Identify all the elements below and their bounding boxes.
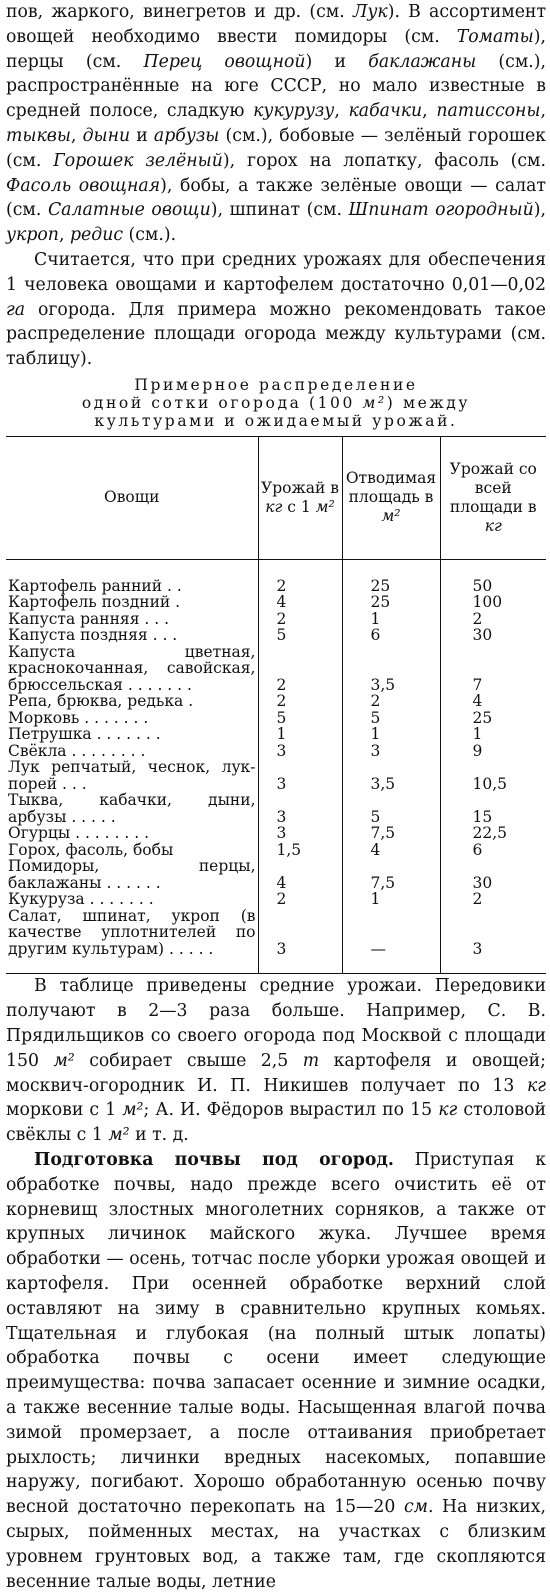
cell-allotted-area: 2 (342, 693, 440, 710)
cell-total-yield: 25 (440, 710, 546, 727)
cell-vegetable-name: Горох, фасоль, бобы (8, 840, 174, 859)
table-body (6, 559, 546, 974)
cell-vegetable-name: Капуста ранняя . . . (8, 609, 170, 628)
cell-total-yield: 9 (440, 743, 546, 760)
cell-allotted-area: 3,5 (342, 644, 440, 694)
cell-total-yield: 4 (440, 693, 546, 710)
table-row (6, 726, 546, 743)
cell-allotted-area: — (342, 908, 440, 974)
cell-yield-per-m2: 3 (258, 759, 342, 792)
cell-yield-per-m2: 1 (258, 726, 342, 743)
cell-total-yield: 2 (440, 891, 546, 908)
section-heading: Подготовка почвы под огород. (34, 1150, 394, 1171)
cell-allotted-area: 5 (342, 710, 440, 727)
cell-total-yield: 50 (440, 559, 546, 594)
table-row (6, 559, 546, 594)
cell-vegetable-name: Картофель поздний . (8, 593, 181, 612)
paragraph-average-yields: В таблице приведены средние урожаи. Передовики получают в 2—3 раза больше. Например, С. В. Прядильщиков со своего огорода под Москвой с площади 150 м² собирает свыше 2,5 т картофеля и овощей; москвич-огородник И. П. Никишев получает по 13 кг моркови с 1 м²; А. И. Фёдоров вырастил по 15 кг столовой свёклы с 1 м² и т. д. (6, 976, 547, 1146)
cell-vegetable-name: Огурцы . . . . . . . . (8, 824, 150, 843)
table-row (6, 693, 546, 710)
cell-yield-per-m2: 3 (258, 908, 342, 974)
cell-total-yield: 30 (440, 627, 546, 644)
cell-yield-per-m2: 2 (258, 611, 342, 628)
cell-allotted-area: 1 (342, 726, 440, 743)
cell-vegetable-name: Капуста поздняя . . . (8, 626, 178, 645)
paragraph-soil-preparation: Подготовка почвы под огород. Приступая к обработке почвы, надо прежде всего очистить её от корневищ злостных многолетних сорняков, а также от крупных личинок майского жука. Лучшее время обработки — осень, тотчас после уборки урожая овощей и картофеля. При осенней обработке верхний слой оставляют на зиму в сравнительно крупных комьях. Тщательная и глубокая (на полный штык лопаты) обработка почвы с осени имеет следующие преимущества: почва запасает осенние и зимние осадки, а также весенние талые воды. Насыщенная влагой почва зимой промерзает, а после оттаивания приобретает рыхлость; личинки вредных насекомых, попавшие наружу, погибают. Хорошо обработанную осенью почву весной достаточно перекопать на 15—20 см. На низких, сырых, пойменных местах, на участках с близким уровнем грунтовых вод, а также там, где скопляются весенние талые воды, летние (6, 1150, 546, 1592)
caption-line-1: Примерное распределение (134, 375, 418, 394)
cell-vegetable-name: Репа, брюква, редька . (8, 692, 194, 711)
cell-allotted-area: 1 (342, 611, 440, 628)
cell-yield-per-m2: 4 (258, 858, 342, 891)
cell-total-yield: 1 (440, 726, 546, 743)
paragraph-area-norm: Считается, что при средних урожаях для обеспечения 1 человека овощами и картофелем достаточно 0,01—0,02 га огорода. Для примера можно рекомендовать такое распределение площади огорода между культурами (см. таблицу). (6, 249, 546, 370)
table-row (6, 644, 546, 694)
table-row (6, 891, 546, 908)
cell-vegetable-name: Салат, шпинат, укроп (в качестве уплотнителей по другим культурам) . . . . . (6, 908, 258, 974)
header-yield-per-m2: Урожай в кг с 1 м² (258, 436, 342, 559)
header-total-yield: Урожай со всей площади в кг (440, 436, 546, 559)
cell-allotted-area: 3 (342, 743, 440, 760)
cell-yield-per-m2: 2 (258, 891, 342, 908)
caption-line-2: одной сотки огорода (100 м²) между (81, 393, 471, 412)
cell-vegetable-name: Кукуруза . . . . . . . (8, 890, 154, 909)
cell-total-yield: 3 (440, 908, 546, 974)
cell-yield-per-m2: 2 (258, 559, 342, 594)
crop-distribution-table (6, 436, 546, 975)
table-row (6, 908, 546, 974)
cell-vegetable-name: Лук репчатый, чеснок, лук-порей . . . (8, 758, 256, 793)
cell-vegetable-name: Картофель ранний . . (8, 576, 182, 595)
cell-allotted-area: 25 (342, 559, 440, 594)
cell-total-yield: 2 (440, 611, 546, 628)
table-row (6, 759, 546, 792)
cell-total-yield: 22,5 (440, 825, 546, 842)
table-header-row (6, 436, 546, 559)
cell-total-yield: 6 (440, 842, 546, 859)
cell-yield-per-m2: 5 (258, 627, 342, 644)
paragraph-vegetable-assortment: пов, жаркого, винегретов и др. (см. Лук). В ассортимент овощей необходимо ввести помидоры (см. Томаты), перцы (см. Перец овощной) и баклажаны (см.), распространённые на юге СССР, но мало известные в средней полосе, сладкую кукурузу, кабачки, патиссоны, тыквы, дыни и арбузы (см.), бобовые — зелёный горошек (см. Горошек зелёный), горох на лопатку, фасоль (см. Фасоль овощная), бобы, а также зелёные овощи — салат (см. Салатные овощи), шпинат (см. Шпинат огородный), укроп, редис (см.). (6, 2, 547, 246)
table-row (6, 825, 546, 842)
cell-yield-per-m2: 3 (258, 743, 342, 760)
cell-vegetable-name: Тыква, кабачки, дыни, арбузы . . . . . (8, 791, 256, 826)
cell-total-yield: 30 (440, 858, 546, 891)
cell-yield-per-m2: 2 (258, 644, 342, 694)
cell-yield-per-m2: 3 (258, 792, 342, 825)
header-vegetables: Овощи (6, 436, 258, 559)
table-row (6, 743, 546, 760)
cell-allotted-area: 4 (342, 842, 440, 859)
table-row (6, 594, 546, 611)
table-row (6, 792, 546, 825)
cell-vegetable-name: Петрушка . . . . . . . (8, 725, 161, 744)
cell-allotted-area: 6 (342, 627, 440, 644)
cell-allotted-area: 5 (342, 792, 440, 825)
cell-yield-per-m2: 4 (258, 594, 342, 611)
cell-allotted-area: 3,5 (342, 759, 440, 792)
cell-yield-per-m2: 5 (258, 710, 342, 727)
cell-total-yield: 100 (440, 594, 546, 611)
table-row (6, 710, 546, 727)
table-row (6, 858, 546, 891)
cell-vegetable-name: Капуста цветная, краснокочанная, савойская, брюссельская . . . . . . . (8, 642, 256, 694)
cell-allotted-area: 7,5 (342, 825, 440, 842)
cell-vegetable-name: Помидоры, перцы, баклажаны . . . . . . (8, 857, 256, 892)
cell-allotted-area: 25 (342, 594, 440, 611)
header-allotted-area: Отводимая площадь в м² (342, 436, 440, 559)
cell-allotted-area: 1 (342, 891, 440, 908)
table-row (6, 627, 546, 644)
cell-vegetable-name: Морковь . . . . . . . (8, 708, 149, 727)
table-row (6, 842, 546, 859)
cell-yield-per-m2: 3 (258, 825, 342, 842)
cell-total-yield: 7 (440, 644, 546, 694)
caption-line-3: культурами и ожидаемый урожай. (94, 411, 458, 430)
table-caption (6, 376, 546, 430)
cell-total-yield: 10,5 (440, 759, 546, 792)
table-row (6, 611, 546, 628)
cell-vegetable-name: Свёкла . . . . . . . . (8, 741, 146, 760)
cell-total-yield: 15 (440, 792, 546, 825)
cell-yield-per-m2: 2 (258, 693, 342, 710)
cell-yield-per-m2: 1,5 (258, 842, 342, 859)
cell-allotted-area: 7,5 (342, 858, 440, 891)
